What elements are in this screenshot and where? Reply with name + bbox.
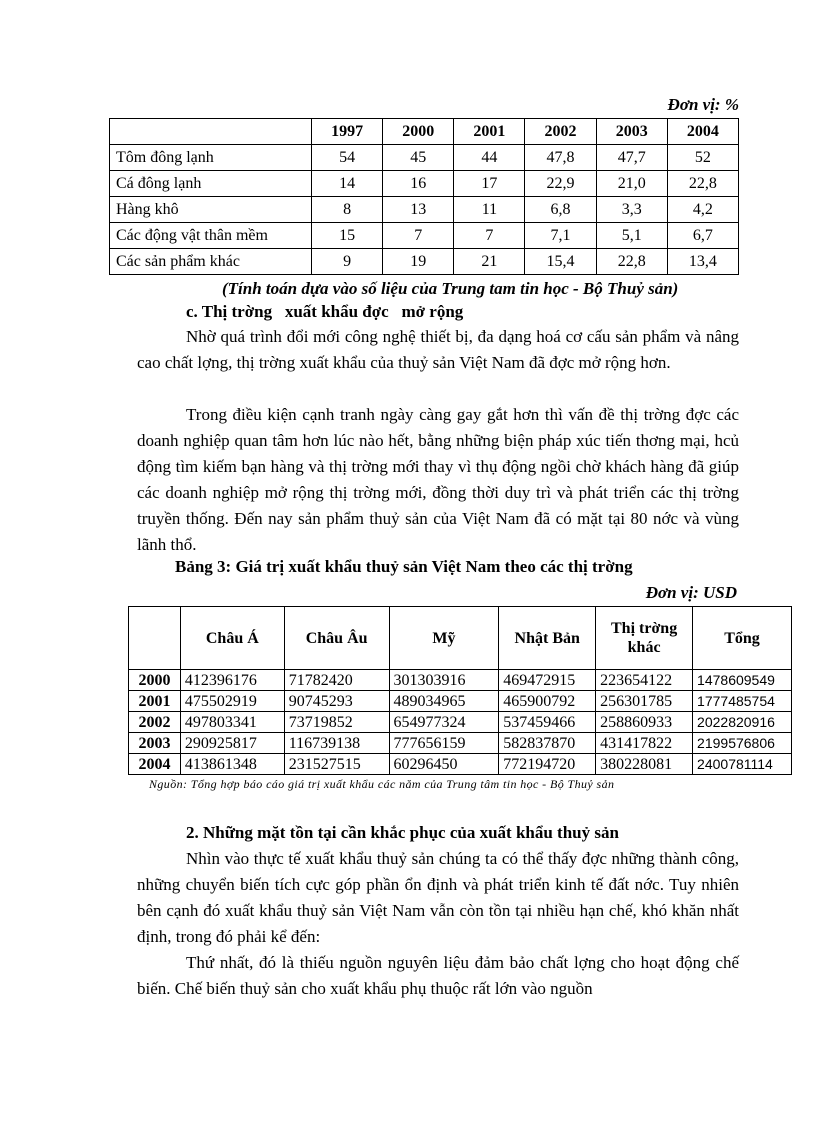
cell: 231527515 — [284, 754, 389, 775]
cell: 475502919 — [180, 691, 284, 712]
cell: 413861348 — [180, 754, 284, 775]
cell: 6,8 — [525, 197, 596, 223]
cell: 6,7 — [667, 223, 738, 249]
cell: 469472915 — [499, 670, 596, 691]
cell: 7 — [454, 223, 525, 249]
cell: 13,4 — [667, 249, 738, 275]
cell: 256301785 — [596, 691, 693, 712]
cell: 654977324 — [389, 712, 499, 733]
cell: 21 — [454, 249, 525, 275]
table-row — [129, 712, 792, 733]
cell: 16 — [383, 171, 454, 197]
year-cell: 2001 — [129, 691, 181, 712]
section-c-paragraph-1: Nhờ quá trình đổi mới công nghệ thiết bị, đa dạng hoá cơ cấu sản phẩm và nâng cao chất lợng, thị trờng xuất khẩu của thuỷ sản Việt Nam đã đợc mở rộng hơn. — [137, 327, 739, 372]
table-row — [110, 171, 739, 197]
section-2-heading: 2. Những mặt tồn tại cần khắc phục của xuất khẩu thuỷ sản — [186, 823, 619, 842]
row-label: Các sản phẩm khác — [110, 249, 312, 275]
year-cell: 2003 — [129, 733, 181, 754]
year-cell: 2004 — [129, 754, 181, 775]
table1-header: 2001 — [454, 119, 525, 145]
cell: 17 — [454, 171, 525, 197]
total-cell: 1777485754 — [693, 691, 792, 712]
table2-source: Nguồn: Tổng hợp báo cáo giá trị xuất khẩu các năm của Trung tâm tin học - Bộ Thuỷ sản — [149, 777, 615, 791]
table1-header: 2003 — [596, 119, 667, 145]
table-row — [110, 223, 739, 249]
table1-header: 1997 — [312, 119, 383, 145]
cell: 8 — [312, 197, 383, 223]
year-cell: 2002 — [129, 712, 181, 733]
cell: 22,9 — [525, 171, 596, 197]
table2-unit: Đơn vị: USD — [645, 583, 737, 602]
cell: 777656159 — [389, 733, 499, 754]
cell: 47,8 — [525, 145, 596, 171]
row-label: Tôm đông lạnh — [110, 145, 312, 171]
table-row — [129, 670, 792, 691]
cell: 380228081 — [596, 754, 693, 775]
table1-unit: Đơn vị: % — [667, 95, 739, 114]
total-cell: 1478609549 — [693, 670, 792, 691]
table2-title: Bảng 3: Giá trị xuất khẩu thuỷ sản Việt Nam theo các thị trờng — [175, 557, 633, 576]
table2-header — [129, 607, 181, 670]
cell: 73719852 — [284, 712, 389, 733]
cell: 60296450 — [389, 754, 499, 775]
total-cell: 2400781114 — [693, 754, 792, 775]
cell: 71782420 — [284, 670, 389, 691]
table2-header: Mỹ — [389, 607, 499, 670]
cell: 116739138 — [284, 733, 389, 754]
year-cell: 2000 — [129, 670, 181, 691]
section-c-heading: c. Thị trờng xuất khẩu đợc mở rộng — [186, 302, 464, 321]
cell: 223654122 — [596, 670, 693, 691]
cell: 7,1 — [525, 223, 596, 249]
cell: 465900792 — [499, 691, 596, 712]
table-row — [110, 197, 739, 223]
cell: 54 — [312, 145, 383, 171]
cell: 290925817 — [180, 733, 284, 754]
cell: 44 — [454, 145, 525, 171]
table2 — [128, 606, 792, 775]
cell: 13 — [383, 197, 454, 223]
cell: 4,2 — [667, 197, 738, 223]
cell: 22,8 — [596, 249, 667, 275]
cell: 11 — [454, 197, 525, 223]
table1-header-row — [110, 119, 739, 145]
cell: 412396176 — [180, 670, 284, 691]
row-label: Cá đông lạnh — [110, 171, 312, 197]
cell: 52 — [667, 145, 738, 171]
cell: 47,7 — [596, 145, 667, 171]
table2-header: Châu Âu — [284, 607, 389, 670]
cell: 489034965 — [389, 691, 499, 712]
table1-header — [110, 119, 312, 145]
cell: 9 — [312, 249, 383, 275]
cell: 45 — [383, 145, 454, 171]
cell: 3,3 — [596, 197, 667, 223]
table2-header: Châu Á — [180, 607, 284, 670]
table1-header: 2004 — [667, 119, 738, 145]
cell: 15,4 — [525, 249, 596, 275]
cell: 21,0 — [596, 171, 667, 197]
table2-header: Nhật Bản — [499, 607, 596, 670]
cell: 5,1 — [596, 223, 667, 249]
cell: 14 — [312, 171, 383, 197]
table1 — [109, 118, 739, 275]
cell: 258860933 — [596, 712, 693, 733]
section-2-paragraph-1: Nhìn vào thực tế xuất khẩu thuỷ sản chúng ta có thể thấy đợc những thành công, những chuyển biến tích cực góp phần ổn định và phát triển kinh tế đất nớc. Tuy nhiên bên cạnh đó xuất khẩu thuỷ sản Việt Nam vẫn còn tồn tại nhiều hạn chế, khó khăn nhất định, trong đó phải kể đến: — [137, 849, 739, 946]
section-c-paragraph-2: Trong điều kiện cạnh tranh ngày càng gay gắt hơn thì vấn đề thị trờng đợc các doanh nghiệp quan tâm hơn lúc nào hết, bằng những biện pháp xúc tiến thơng mại, hcủ động tìm kiếm bạn hàng và thị trờng mới thay vì thụ động ngồi chờ khách hàng đã giúp các doanh nghiệp mở rộng thị trờng mới, đồng thời duy trì và phát triển các thị trờng truyền thống. Đến nay sản phẩm thuỷ sản của Việt Nam đã có mặt tại 80 nớc và vùng lãnh thổ. — [137, 405, 739, 554]
table1-header: 2000 — [383, 119, 454, 145]
total-cell: 2199576806 — [693, 733, 792, 754]
table2-header: Thị trờng khác — [596, 607, 693, 670]
cell: 497803341 — [180, 712, 284, 733]
cell: 90745293 — [284, 691, 389, 712]
table-row — [110, 145, 739, 171]
cell: 301303916 — [389, 670, 499, 691]
table-row — [129, 733, 792, 754]
row-label: Hàng khô — [110, 197, 312, 223]
cell: 431417822 — [596, 733, 693, 754]
row-label: Các động vật thân mềm — [110, 223, 312, 249]
cell: 7 — [383, 223, 454, 249]
table-row — [110, 249, 739, 275]
table1-header: 2002 — [525, 119, 596, 145]
table-row — [129, 691, 792, 712]
table2-header-row — [129, 607, 792, 670]
table2-header: Tổng — [693, 607, 792, 670]
table1-note: (Tính toán dựa vào số liệu của Trung tam tin học - Bộ Thuỷ sản) — [222, 279, 679, 298]
cell: 582837870 — [499, 733, 596, 754]
cell: 537459466 — [499, 712, 596, 733]
cell: 22,8 — [667, 171, 738, 197]
table-row — [129, 754, 792, 775]
section-2-paragraph-2: Thứ nhất, đó là thiếu nguồn nguyên liệu đảm bảo chất lợng cho hoạt động chế biến. Chế biến thuỷ sản cho xuất khẩu phụ thuộc rất lớn vào nguồn — [137, 953, 739, 998]
cell: 19 — [383, 249, 454, 275]
cell: 772194720 — [499, 754, 596, 775]
total-cell: 2022820916 — [693, 712, 792, 733]
cell: 15 — [312, 223, 383, 249]
